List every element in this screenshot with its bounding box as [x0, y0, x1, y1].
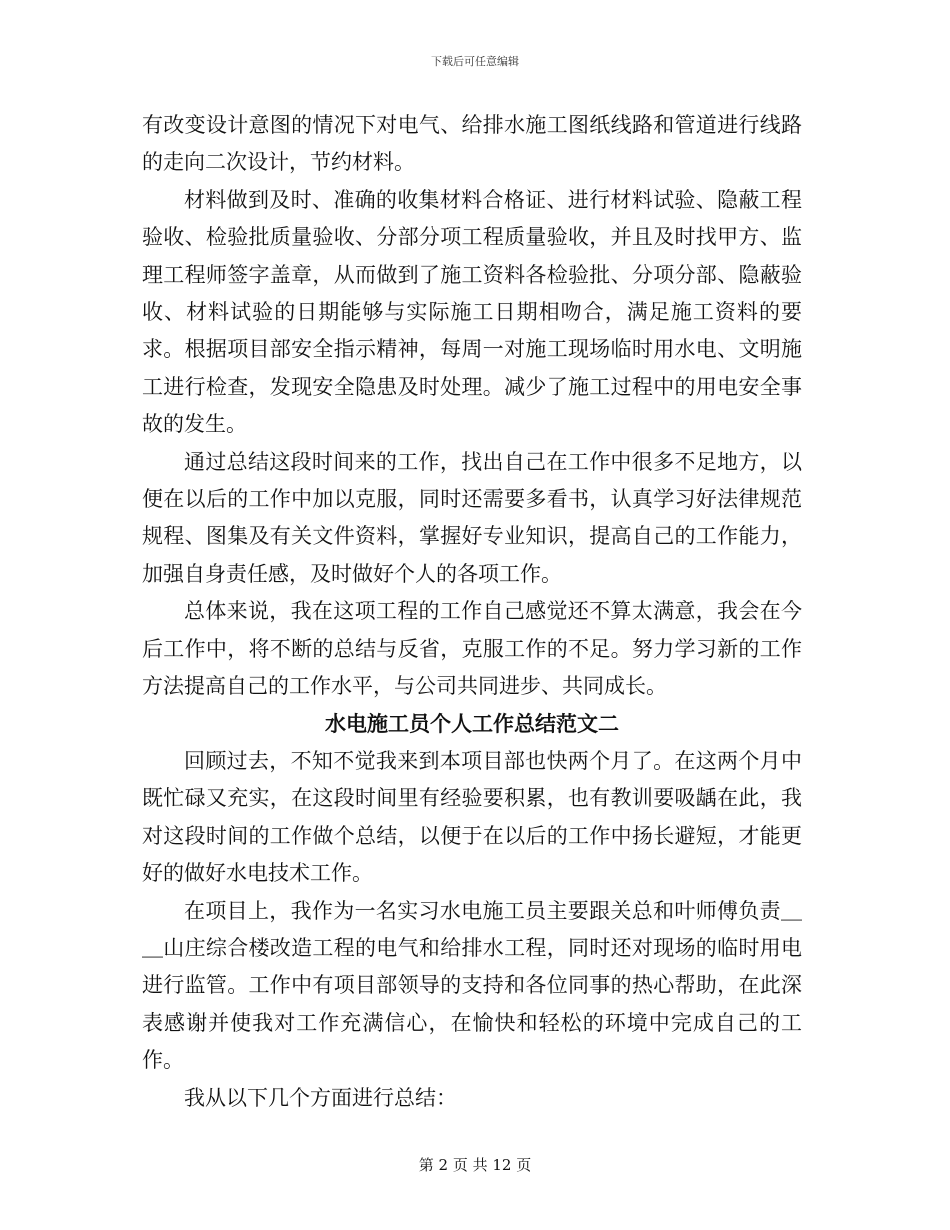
document-body: [142, 107, 802, 1117]
page-footer: 第 2 页 共 12 页: [418, 1156, 532, 1174]
section-heading: 水电施工员个人工作总结范文二: [325, 711, 619, 736]
page-header: 下载后可任意编辑: [431, 55, 519, 68]
paragraph: 在项目上，我作为一名实习水电施工员主要跟关总和叶师傅负责＿＿山庄综合楼改造工程的电气和给排水工程，同时还对现场的临时用电进行监管。工作中有项目部领导的支持和各位同事的热心帮助，在此深表感谢并使我对工作充满信心，在愉快和轻松的环境中完成自己的工作。: [142, 898, 802, 1073]
paragraph: 有改变设计意图的情况下对电气、给排水施工图纸线路和管道进行线路的走向二次设计，节约材料。: [142, 113, 802, 175]
paragraph: 通过总结这段时间来的工作，找出自己在工作中很多不足地方，以便在以后的工作中加以克服，同时还需要多看书，认真学习好法律规范规程、图集及有关文件资料，掌握好专业知识，提高自己的工作能力，加强自身责任感，及时做好个人的各项工作。: [142, 449, 802, 586]
paragraph: 我从以下几个方面进行总结：: [184, 1085, 457, 1110]
paragraph: 回顾过去，不知不觉我来到本项目部也快两个月了。在这两个月中既忙碌又充实，在这段时间里有经验要积累，也有教训要吸龋在此，我对这段时间的工作做个总结，以便于在以后的工作中扬长避短，才能更好的做好水电技术工作。: [142, 748, 802, 886]
paragraph: 材料做到及时、准确的收集材料合格证、进行材料试验、隐蔽工程验收、检验批质量验收、分部分项工程质量验收，并且及时找甲方、监理工程师签字盖章，从而做到了施工资料各检验批、分项分部、隐蔽验收、材料试验的日期能够与实际施工日期相吻合，满足施工资料的要求。根据项目部安全指示精神，每周一对施工现场临时用水电、文明施工进行检查，发现安全隐患及时处理。减少了施工过程中的用电安全事故的发生。: [142, 187, 802, 437]
paragraph: 总体来说，我在这项工程的工作自己感觉还不算太满意，我会在今后工作中，将不断的总结与反省，克服工作的不足。努力学习新的工作方法提高自己的工作水平，与公司共同进步、共同成长。: [142, 599, 802, 699]
